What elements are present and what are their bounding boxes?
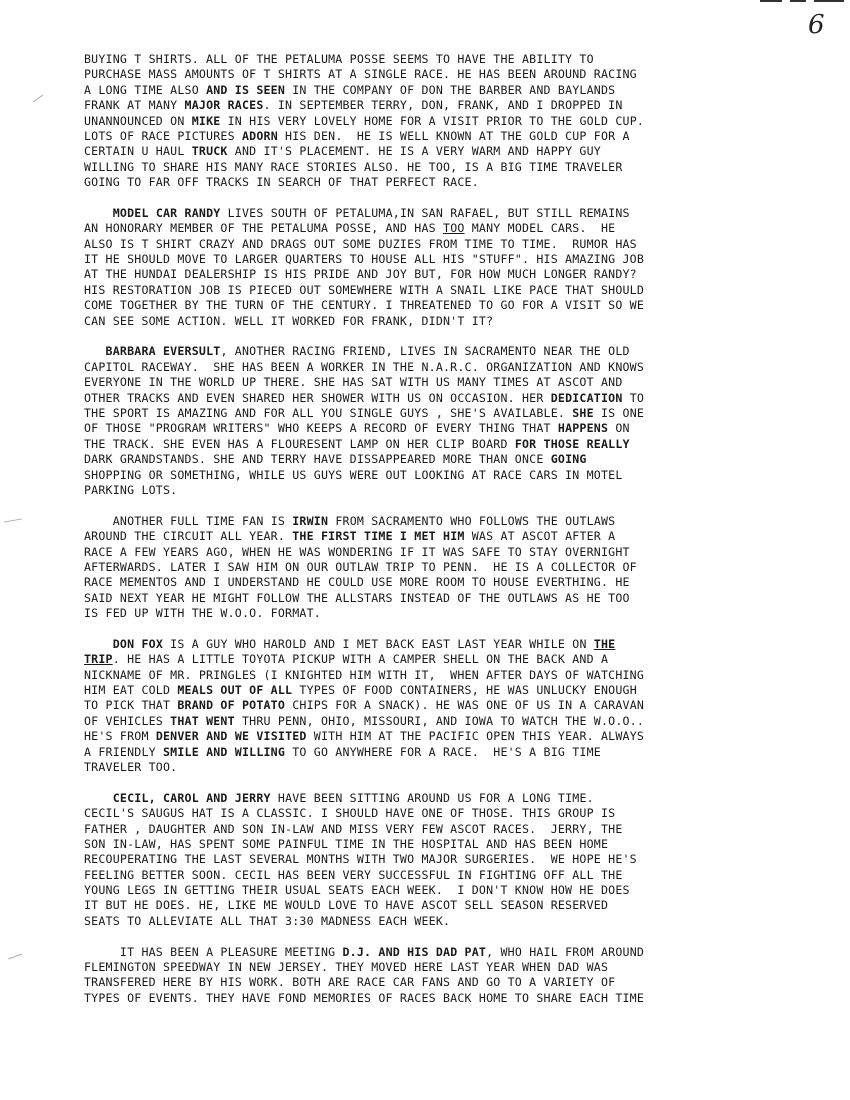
text-segment: NICKNAME OF MR. PRINGLES (I KNIGHTED HIM WITH IT, WHEN AFTER DAYS OF WATCHING (84, 667, 645, 682)
text-segment: ALSO IS T SHIRT CRAZY AND DRAGS OUT SOME DUZIES FROM TIME TO TIME. RUMOR HAS (84, 236, 637, 251)
text-line (84, 698, 824, 713)
text-line (84, 652, 824, 667)
text-line (84, 991, 824, 1006)
text-segment: WITH HIM AT THE PACIFIC OPEN THIS YEAR. ALWAYS (306, 729, 645, 744)
text-line (84, 837, 824, 852)
page-number: 6 (808, 10, 825, 40)
paragraph (84, 514, 824, 622)
text-segment: SEATS TO ALLEVIATE ALL THAT 3:30 MADNESS EACH WEEK. (84, 913, 451, 928)
text-segment: ANOTHER FULL TIME FAN IS (112, 513, 293, 528)
text-segment: ON (608, 421, 630, 436)
text-segment: A FRIENDLY (84, 744, 163, 759)
text-line (84, 298, 824, 313)
margin-mark (8, 954, 21, 960)
text-segment: AT THE HUNDAI DEALERSHIP IS HIS PRIDE AND JOY BUT, FOR HOW MUCH LONGER RANDY? (84, 267, 637, 282)
text-segment: HIS DEN. HE IS WELL KNOWN AT THE GOLD CUP FOR A (277, 128, 630, 143)
text-segment: IT BUT HE DOES. HE, LIKE ME WOULD LOVE TO HAVE ASCOT SELL SEASON RESERVED (84, 898, 609, 913)
text-segment: IT HE SHOULD MOVE TO LARGER QUARTERS TO HOUSE ALL HIS "STUFF". HIS AMAZING JOB (84, 252, 645, 267)
text-segment: RECOUPERATING THE LAST SEVERAL MONTHS WITH TWO MAJOR SURGERIES. WE HOPE HE'S (84, 852, 637, 867)
bold-text: ADORN (241, 128, 278, 143)
text-line (84, 237, 824, 252)
text-segment: THE TRACK. SHE EVEN HAS A FLOURESENT LAMP ON HER CLIP BOARD (84, 436, 515, 451)
text-line (84, 267, 824, 282)
bold-text: THE FIRST TIME I MET HIM (292, 529, 465, 544)
text-segment: TRANSFERED HERE BY HIS WORK. BOTH ARE RACE CAR FANS AND GO TO A VARIETY OF (84, 975, 616, 990)
text-line (84, 760, 824, 775)
bold-text: THAT WENT (170, 713, 235, 728)
text-segment: SON IN-LAW, HAS SPENT SOME PAINFUL TIME IN THE HOSPITAL AND HAS BEEN HOME (84, 836, 609, 851)
text-segment: HIS RESTORATION JOB IS PIECED OUT SOMEWHERE WITH A SNAIL LIKE PACE THAT SHOULD (84, 282, 645, 297)
text-segment: GOING TO FAR OFF TRACKS IN SEARCH OF THAT PERFECT RACE. (84, 175, 479, 190)
text-line (84, 560, 824, 575)
text-line (84, 452, 824, 467)
text-line (84, 575, 824, 590)
corner-scan-mark (760, 0, 850, 3)
text-line (84, 67, 824, 82)
text-line (84, 483, 824, 498)
text-line (84, 514, 824, 529)
text-segment: WILLING TO SHARE HIS MANY RACE STORIES ALSO. HE TOO, IS A BIG TIME TRAVELER (84, 159, 623, 174)
bold-text: MIKE (191, 113, 221, 128)
paragraph-indent (84, 514, 113, 528)
bold-text: SMILE AND WILLING (162, 744, 286, 759)
text-line (84, 606, 824, 621)
bold-text: THE (593, 636, 616, 651)
text-line (84, 791, 824, 806)
text-line (84, 160, 824, 175)
text-segment: TO (622, 390, 645, 405)
text-segment: FRANK AT MANY (84, 98, 185, 113)
text-line (84, 529, 824, 544)
text-line (84, 898, 824, 913)
text-line (84, 144, 824, 159)
text-line (84, 960, 824, 975)
bold-text: MAJOR RACES (184, 98, 264, 113)
text-segment: BUYING T SHIRTS. ALL OF THE PETALUMA POSSE SEEMS TO HAVE THE ABILITY TO (84, 52, 594, 66)
text-line (84, 668, 824, 683)
bold-text: BRAND OF POTATO (177, 698, 286, 713)
paragraph (84, 344, 824, 498)
margin-mark (4, 518, 22, 522)
text-segment: RACE A FEW YEARS AGO, WHEN HE WAS WONDERING IF IT WAS SAFE TO STAY OVERNIGHT (84, 544, 630, 559)
bold-text: D.J. AND HIS DAD PAT (342, 944, 487, 959)
bold-text: AND IS SEEN (206, 82, 286, 97)
text-line (84, 52, 824, 67)
text-segment: LIVES SOUTH OF PETALUMA,IN SAN RAFAEL, BUT STILL REMAINS (220, 205, 630, 220)
text-line (84, 868, 824, 883)
text-line (84, 391, 824, 406)
text-line (84, 283, 824, 298)
text-segment: TRAVELER TOO. (84, 759, 178, 774)
text-segment: FROM SACRAMENTO WHO FOLLOWS THE OUTLAWS (328, 513, 616, 528)
text-segment: CERTAIN U HAUL (84, 144, 192, 159)
text-line (84, 221, 824, 236)
text-segment: . HE HAS A LITTLE TOYOTA PICKUP WITH A CAMPER SHELL ON THE BACK AND A (112, 652, 609, 667)
text-line (84, 914, 824, 929)
text-line (84, 437, 824, 452)
text-line (84, 714, 824, 729)
text-segment: IN HIS VERY LOVELY HOME FOR A VISIT PRIOR TO THE GOLD CUP. (220, 113, 645, 128)
text-line (84, 360, 824, 375)
text-line (84, 375, 824, 390)
bold-text: MODEL CAR RANDY (112, 205, 221, 220)
paragraph-indent (84, 791, 113, 805)
text-segment: DARK GRANDSTANDS. SHE AND TERRY HAVE DISSAPPEARED MORE THAN ONCE (84, 452, 551, 467)
bold-text: TRIP (84, 652, 113, 667)
text-segment: YOUNG LEGS IN GETTING THEIR USUAL SEATS EACH WEEK. I DON'T KNOW HOW HE DOES (84, 883, 630, 898)
text-line (84, 314, 824, 329)
text-segment: CAN SEE SOME ACTION. WELL IT WORKED FOR FRANK, DIDN'T IT? (84, 313, 494, 328)
text-segment: THE SPORT IS AMAZING AND FOR ALL YOU SINGLE GUYS , SHE'S AVAILABLE. (84, 405, 573, 420)
bold-text: GOING (550, 452, 587, 467)
paragraph-indent (84, 206, 113, 220)
text-line (84, 83, 824, 98)
text-line (84, 206, 824, 221)
paragraph (84, 52, 824, 191)
margin-mark (33, 95, 43, 103)
text-line (84, 129, 824, 144)
text-line (84, 344, 824, 359)
bold-text: BARBARA EVERSULT (105, 344, 221, 359)
text-segment: SAID NEXT YEAR HE MIGHT FOLLOW THE ALLSTARS INSTEAD OF THE OUTLAWS AS HE TOO (84, 590, 630, 605)
text-segment: OF THOSE "PROGRAM WRITERS" WHO KEEPS A RECORD OF EVERY THING THAT (84, 421, 558, 436)
text-line (84, 945, 824, 960)
paragraph-indent (84, 344, 106, 358)
text-segment: PARKING LOTS. (84, 482, 178, 497)
text-segment: IS A GUY WHO HAROLD AND I MET BACK EAST LAST YEAR WHILE ON (163, 636, 594, 651)
text-segment: THRU PENN, OHIO, MISSOURI, AND IOWA TO WATCH THE W.O.O.. (234, 713, 645, 728)
text-segment: MANY MODEL CARS. HE (464, 221, 616, 236)
text-segment: IS ONE (593, 405, 645, 420)
text-segment: HAVE BEEN SITTING AROUND US FOR A LONG TIME. (270, 790, 594, 805)
text-segment: CHIPS FOR A SNACK). HE WAS ONE OF US IN A CARAVAN (285, 698, 645, 713)
text-segment: FLEMINGTON SPEEDWAY IN NEW JERSEY. THEY MOVED HERE LAST YEAR WHEN DAD WAS (84, 960, 609, 975)
text-segment: PURCHASE MASS AMOUNTS OF T SHIRTS AT A SINGLE RACE. HE HAS BEEN AROUND RACING (84, 67, 637, 82)
text-line (84, 98, 824, 113)
text-line (84, 114, 824, 129)
text-segment: RACE MEMENTOS AND I UNDERSTAND HE COULD USE MORE ROOM TO HOUSE EVERTHING. HE (84, 575, 630, 590)
paragraph-indent (84, 637, 113, 651)
text-line (84, 406, 824, 421)
bold-text: DEDICATION (550, 390, 623, 405)
text-line (84, 883, 824, 898)
paragraph (84, 945, 824, 1007)
text-segment: , WHO HAIL FROM AROUND (486, 944, 645, 959)
text-segment: IS FED UP WITH THE W.O.O. FORMAT. (84, 606, 321, 621)
bold-text: MEALS OUT OF ALL (177, 683, 293, 698)
bold-text: DENVER AND (155, 729, 228, 744)
text-segment: , ANOTHER RACING FRIEND, LIVES IN SACRAMENTO NEAR THE OLD (220, 344, 630, 359)
text-segment: FATHER , DAUGHTER AND SON IN-LAW AND MISS VERY FEW ASCOT RACES. JERRY, THE (84, 821, 623, 836)
text-segment: AN HONORARY MEMBER OF THE PETALUMA POSSE, AND HAS (84, 221, 444, 236)
paragraph (84, 637, 824, 776)
text-segment: OTHER TRACKS AND EVEN SHARED HER SHOWER WITH US ON OCCASION. HER (84, 390, 551, 405)
text-segment: AND IT'S PLACEMENT. HE IS A VERY WARM AND HAPPY GUY (227, 144, 601, 159)
paragraph (84, 791, 824, 930)
text-segment: HE'S FROM (84, 729, 156, 744)
text-segment (228, 729, 235, 743)
bold-text: WE VISITED (234, 729, 307, 744)
paragraph-indent (84, 945, 120, 959)
text-line (84, 745, 824, 760)
text-line (84, 545, 824, 560)
text-line (84, 975, 824, 990)
paragraph (84, 206, 824, 329)
text-line (84, 421, 824, 436)
text-segment: AROUND THE CIRCUIT ALL YEAR. (84, 529, 293, 544)
bold-text: FOR THOSE REALLY (514, 436, 630, 451)
text-segment: . IN SEPTEMBER TERRY, DON, FRANK, AND I DROPPED IN (263, 98, 623, 113)
text-line (84, 175, 824, 190)
text-segment: EVERYONE IN THE WORLD UP THERE. SHE HAS SAT WITH US MANY TIMES AT ASCOT AND (84, 375, 623, 390)
text-segment: IN THE COMPANY OF DON THE BARBER AND BAYLANDS (285, 82, 616, 97)
text-line (84, 806, 824, 821)
bold-text: TRUCK (191, 144, 228, 159)
bold-text: SHE (572, 405, 594, 420)
bold-text: HAPPENS (557, 421, 609, 436)
text-segment: COME TOGETHER BY THE TURN OF THE CENTURY. I THREATENED TO GO FOR A VISIT SO WE (84, 298, 645, 313)
text-segment: IT HAS BEEN A PLEASURE MEETING (119, 944, 343, 959)
text-segment: TOO (443, 221, 465, 236)
text-segment: CAPITOL RACEWAY. SHE HAS BEEN A WORKER IN THE N.A.R.C. ORGANIZATION AND KNOWS (84, 359, 645, 374)
text-line (84, 822, 824, 837)
text-segment: AFTERWARDS. LATER I SAW HIM ON OUR OUTLAW TRIP TO PENN. HE IS A COLLECTOR OF (84, 559, 637, 574)
bold-text: DON FOX (112, 636, 163, 651)
text-segment: HIM EAT COLD (84, 683, 178, 698)
text-segment: TO GO ANYWHERE FOR A RACE. HE'S A BIG TIME (285, 744, 601, 759)
text-segment: OF VEHICLES (84, 713, 171, 728)
text-line (84, 252, 824, 267)
document-body (84, 52, 824, 1022)
text-line (84, 729, 824, 744)
text-line (84, 683, 824, 698)
text-segment: LOTS OF RACE PICTURES (84, 128, 242, 143)
text-segment: TYPES OF EVENTS. THEY HAVE FOND MEMORIES OF RACES BACK HOME TO SHARE EACH TIME (84, 990, 645, 1005)
text-line (84, 637, 824, 652)
text-line (84, 852, 824, 867)
bold-text: IRWIN (292, 513, 329, 528)
text-segment: TO PICK THAT (84, 698, 178, 713)
text-segment: A LONG TIME ALSO (84, 82, 207, 97)
text-segment: FEELING BETTER SOON. CECIL HAS BEEN VERY SUCCESSFUL IN FIGHTING OFF ALL THE (84, 867, 623, 882)
text-segment: SHOPPING OR SOMETHING, WHILE US GUYS WERE OUT LOOKING AT RACE CARS IN MOTEL (84, 467, 623, 482)
text-line (84, 468, 824, 483)
text-segment: CECIL'S SAUGUS HAT IS A CLASSIC. I SHOULD HAVE ONE OF THOSE. THIS GROUP IS (84, 806, 616, 821)
bold-text: CECIL, CAROL AND JERRY (112, 790, 271, 805)
text-segment: UNANNOUNCED ON (84, 113, 192, 128)
text-segment: WAS AT ASCOT AFTER A (464, 529, 616, 544)
text-segment: TYPES OF FOOD CONTAINERS, HE WAS UNLUCKY ENOUGH (292, 683, 637, 698)
text-line (84, 591, 824, 606)
